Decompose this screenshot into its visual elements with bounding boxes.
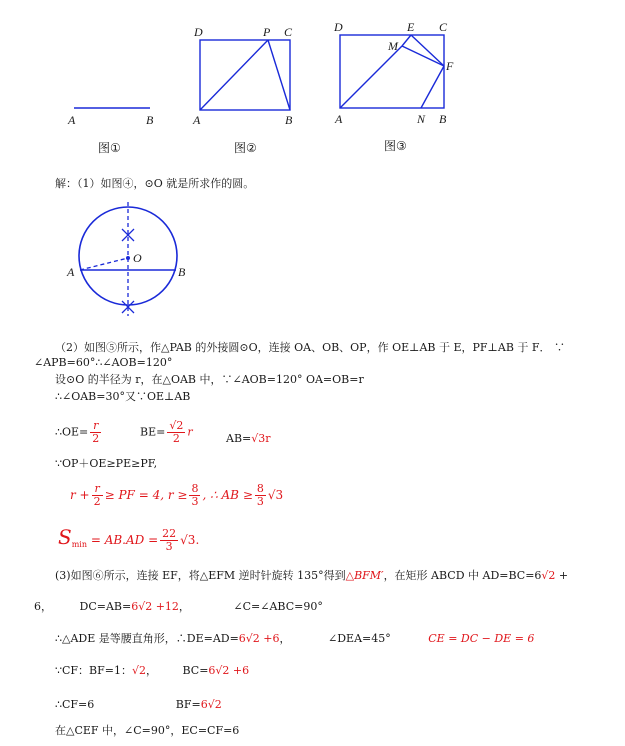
smin-eq: = AB.AD = (90, 533, 159, 547)
ineq-a: r + (70, 488, 90, 502)
p3l5-b: BF= (175, 698, 201, 711)
fig3-label-c: C (439, 20, 448, 34)
fig4-label-o: O (133, 251, 142, 265)
part2-line2: ∠APB=60°∴∠AOB=120° (34, 356, 173, 369)
be-fraction (167, 420, 185, 445)
fig1-caption: 图① (98, 141, 121, 155)
segment-mf (402, 46, 444, 66)
part1-text: 解：（1）如图④，⊙O 就是所求作的圆。 (55, 177, 255, 190)
p3l2-val: 6√2 +12 (131, 600, 179, 613)
figure-2 (200, 40, 290, 110)
oe-fraction (90, 420, 101, 445)
p3l3-a: ∴△ADE 是等腰直角形，∴DE=AD= (55, 632, 239, 645)
smin-sub: min (71, 540, 87, 549)
p3l4-rad: √2 (131, 664, 146, 677)
p3l1-c: + (555, 569, 569, 582)
center-point (126, 256, 130, 260)
segment-fn (421, 66, 444, 108)
be-numerator: √2 (169, 419, 184, 432)
p3l2-c: ， (178, 600, 190, 613)
smin-den: 3 (165, 540, 173, 553)
fig2-label-d: D (194, 25, 203, 39)
fig2-label-b: B (285, 113, 293, 127)
ineq-fraction-2 (189, 483, 200, 508)
part3-line2 (34, 600, 323, 614)
figures-svg (0, 0, 625, 330)
p3l2-d: ∠C=∠ABC=90° (233, 600, 323, 613)
part3-line6: 在△CEF 中，∠C=90°，EC=CF=6 (55, 724, 240, 737)
oe-numerator: r (90, 420, 101, 433)
radius-oa (80, 258, 128, 270)
segment-am (340, 46, 402, 108)
ineq-den-2: 3 (191, 495, 199, 508)
be-prefix: BE= (140, 425, 166, 439)
be-variable: r (187, 425, 193, 439)
be-denominator: 2 (172, 432, 180, 445)
fig4-label-a: A (67, 265, 75, 279)
ineq-num-3: 8 (256, 482, 264, 495)
part2-line4: ∴∠OAB=30°又∵OE⊥AB (55, 390, 191, 403)
ineq-den-3: 3 (256, 495, 264, 508)
p3l3-red: CE = DC − DE = 6 (428, 632, 535, 645)
oe-prefix: ∴OE= (55, 425, 89, 439)
oe-denominator: 2 (92, 432, 100, 445)
fig2-label-p: P (263, 25, 271, 39)
p3l1-red: △BFM′ (345, 569, 384, 582)
p3l4-a: ∵CF：BF=1： (55, 664, 132, 677)
fig2-label-c: C (284, 25, 293, 39)
part3-line1 (55, 569, 568, 583)
smin-num: 22 (162, 527, 177, 540)
part3-line3 (55, 632, 534, 646)
ineq-d: √3 (267, 488, 284, 502)
ab-prefix: AB= (226, 432, 252, 445)
ineq-num-2: 8 (191, 482, 199, 495)
part3-line4 (55, 664, 249, 678)
fig3-label-f: F (446, 59, 454, 73)
fig3-label-b: B (439, 112, 447, 126)
part2-inequality (70, 483, 283, 508)
part2-ab-formula (226, 432, 271, 446)
ab-value: √3r (251, 432, 271, 445)
p3l1-rad: √2 (541, 569, 556, 582)
fig3-label-a: A (335, 112, 343, 126)
fig3-label-d: D (334, 20, 343, 34)
figure-1 (67, 108, 154, 155)
part2-oe-formula (55, 420, 103, 445)
p3l1-b: ，在矩形 ABCD 中 AD=BC=6 (383, 569, 542, 582)
p3l4-b: ， (146, 664, 157, 677)
ineq-b: ≥ PF = 4, r ≥ (104, 488, 188, 502)
fig3-label-n: N (417, 112, 426, 126)
fig1-label-a: A (68, 113, 76, 127)
segment-ef (411, 35, 444, 66)
p3l5-val: 6√2 (200, 698, 222, 711)
ineq-num-1: r (92, 483, 103, 496)
p3l2-b: DC=AB= (79, 600, 132, 613)
figure-4 (79, 202, 177, 316)
segment-pb (268, 40, 290, 110)
p3l2-a: 6， (34, 600, 52, 613)
p3l4-val: 6√2 +6 (208, 664, 250, 677)
p3l3-c: ∠DEA=45° (328, 632, 391, 645)
fig4-label-b: B (178, 265, 186, 279)
fig3-label-e: E (407, 20, 415, 34)
ineq-den-1: 2 (93, 495, 101, 508)
segment-ap (200, 40, 268, 110)
p3l5-a: ∴CF=6 (55, 698, 95, 711)
fig3-caption: 图③ (384, 139, 407, 153)
ineq-fraction-3 (255, 483, 266, 508)
smin-tail: √3. (180, 533, 200, 547)
fig3-label-m: M (388, 39, 398, 53)
smin-s: S (58, 525, 72, 549)
part3-line5 (55, 698, 222, 712)
segment-me (402, 35, 411, 46)
part2-line3: 设⊙O 的半径为 r，在△OAB 中，∵∠AOB=120° OA=OB=r (55, 373, 364, 386)
ineq-c: , ∴ AB ≥ (202, 488, 253, 502)
p3l4-c: BC= (182, 664, 209, 677)
ineq-fraction-1 (92, 483, 103, 508)
p3l3-val: 6√2 +6 (238, 632, 280, 645)
smin-fraction (160, 528, 178, 553)
part2-line6: ∵OP＋OE≥PE≥PF, (55, 457, 158, 470)
fig2-caption: 图② (234, 141, 257, 155)
part2-smin (58, 525, 200, 553)
part2-line1: （2）如图⑤所示，作△PAB 的外接圆⊙O，连接 OA、OB、OP，作 OE⊥AB 于 E，PF⊥AB 于 F． ∵ (55, 341, 566, 354)
part2-be-formula (140, 420, 193, 445)
fig2-label-a: A (193, 113, 201, 127)
fig1-label-b: B (146, 113, 154, 127)
p3l1-a: (3)如图⑥所示，连接 EF，将△EFM 逆时针旋转 135°得到 (55, 569, 346, 582)
rectangle-abcd (200, 40, 290, 110)
p3l3-b: ， (279, 632, 291, 645)
